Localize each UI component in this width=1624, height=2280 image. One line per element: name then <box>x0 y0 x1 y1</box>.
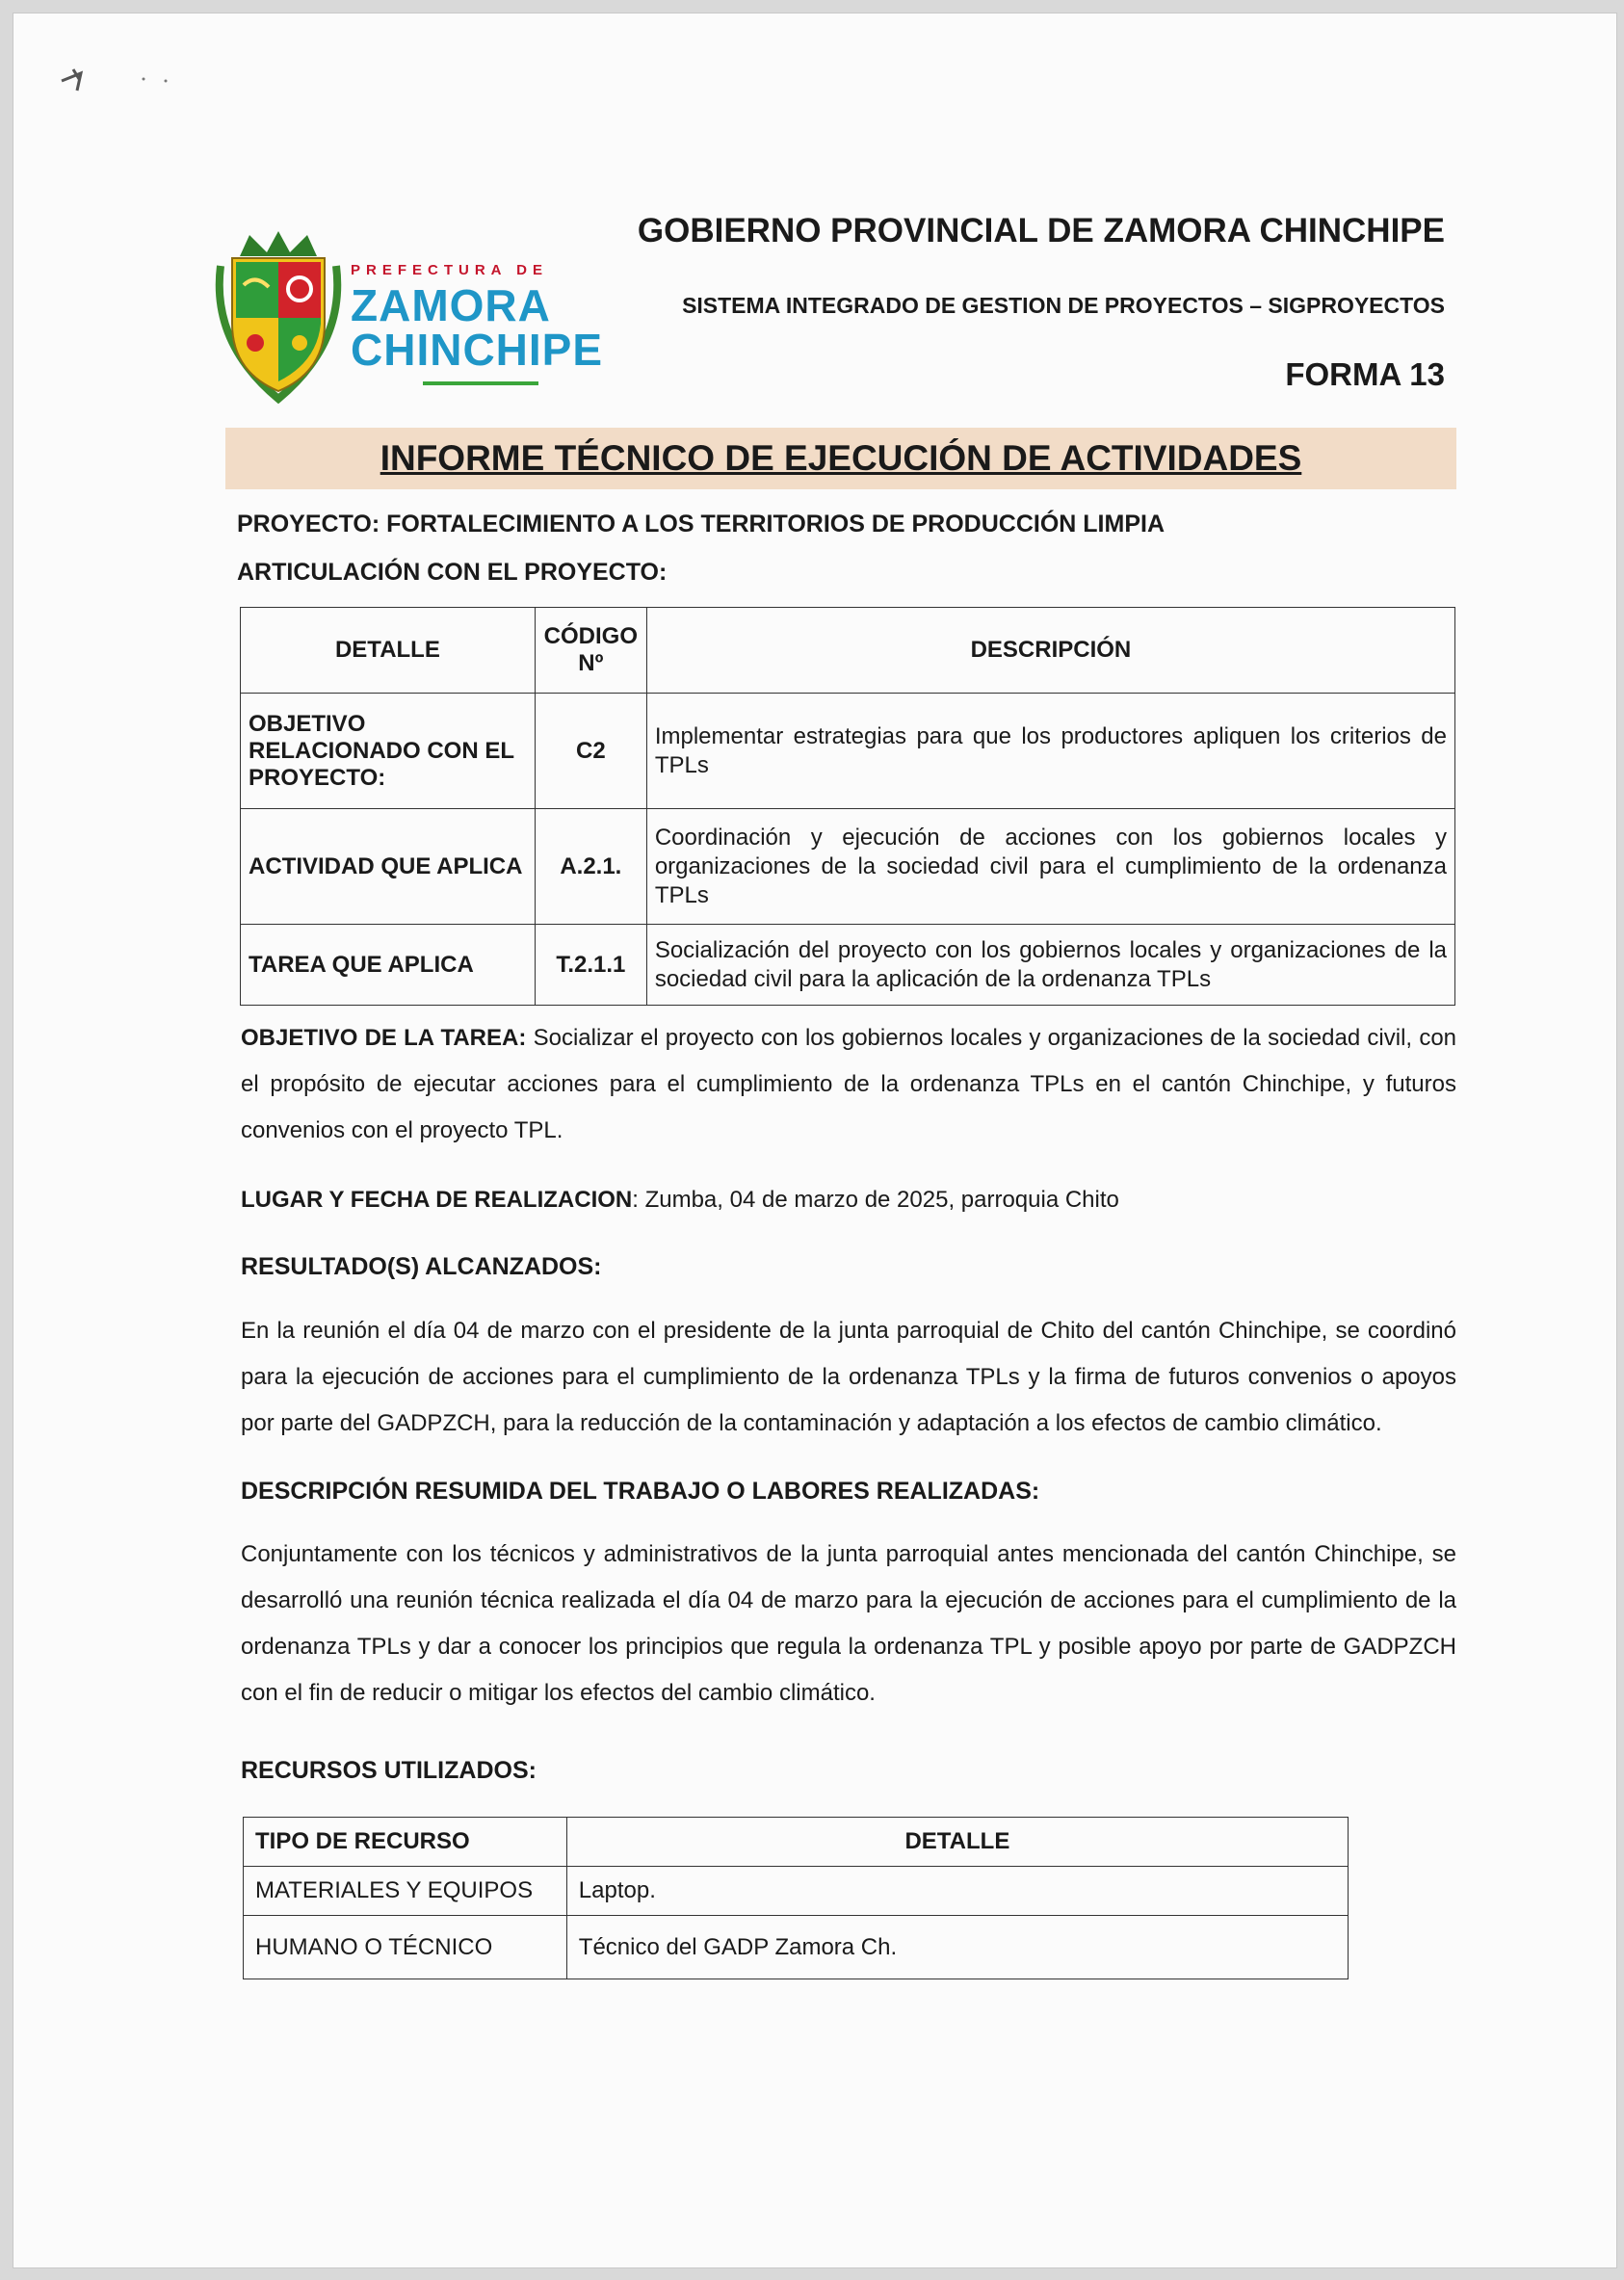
row-code: A.2.1. <box>535 809 646 925</box>
table-row <box>241 809 1455 925</box>
place-date <box>241 1177 1456 1223</box>
results-text: En la reunión el día 04 de marzo con el presidente de la junta parroquial de Chito del cantón Chinchipe, se coordinó para la ejecución de acciones para el cumplimiento de la ordenanza TPLs y la firma de futuros convenios o apoyos por parte del GADPZCH, para la reducción de la contaminación y adaptación a los efectos de cambio climático. <box>241 1318 1456 1436</box>
row-detail: OBJETIVO RELACIONADO CON EL PROYECTO: <box>241 694 536 809</box>
place-date-text: : Zumba, 04 de marzo de 2025, parroquia Chito <box>632 1187 1119 1213</box>
work-summary-text: Conjuntamente con los técnicos y administrativos de la junta parroquial antes mencionada del cantón Chinchipe, se desarrolló una reunión técnica realizada el día 04 de marzo para la ejecución de acciones para el cumplimiento de la ordenanza TPLs y dar a conocer los principios que regula la ordenanza TPL y posible apoyo por parte de GADPZCH con el fin de reducir o mitigar los efectos del cambio climático. <box>241 1541 1456 1706</box>
results-title: RESULTADO(S) ALCANZADOS: <box>241 1253 602 1280</box>
report-title: INFORME TÉCNICO DE EJECUCIÓN DE ACTIVIDADES <box>380 438 1302 478</box>
articulation-table <box>240 607 1455 1006</box>
project-line: PROYECTO: FORTALECIMIENTO A LOS TERRITORIOS DE PRODUCCIÓN LIMPIA <box>237 511 1166 537</box>
header-detalle: DETALLE <box>566 1818 1348 1867</box>
row-detail: TAREA QUE APLICA <box>241 925 536 1006</box>
row-code: C2 <box>535 694 646 809</box>
articulation-title: ARTICULACIÓN CON EL PROYECTO: <box>237 559 668 586</box>
place-date-label: LUGAR Y FECHA DE REALIZACION <box>241 1187 633 1213</box>
header-tipo-recurso: TIPO DE RECURSO <box>244 1818 567 1867</box>
table-row <box>241 925 1455 1006</box>
table-row <box>244 1867 1349 1916</box>
table-row <box>244 1916 1349 1979</box>
work-summary-title: DESCRIPCIÓN RESUMIDA DEL TRABAJO O LABORES REALIZADAS: <box>241 1478 1040 1505</box>
row-code: T.2.1.1 <box>535 925 646 1006</box>
coat-of-arms-icon <box>211 227 346 410</box>
logo-underline <box>423 381 538 385</box>
resource-detail: Laptop. <box>566 1867 1348 1916</box>
resources-table <box>243 1817 1349 1979</box>
resource-type: MATERIALES Y EQUIPOS <box>244 1867 567 1916</box>
resources-title: RECURSOS UTILIZADOS: <box>241 1757 537 1784</box>
scan-artifact-mark <box>52 60 196 98</box>
logo-prefix-text: PREFECTURA DE <box>351 262 548 278</box>
row-description: Implementar estrategias para que los productores apliquen los criterios de TPLs <box>646 694 1454 809</box>
table-row <box>241 694 1455 809</box>
prefectura-logo <box>211 227 606 410</box>
task-objective-text: Socializar el proyecto con los gobiernos locales y organizaciones de la sociedad civil, con el propósito de ejecutar acciones para el cumplimiento de la ordenanza TPLs en el cantón Chinchipe, y futuros convenios con el proyecto TPL. <box>241 1025 1457 1143</box>
document-page <box>13 13 1616 2267</box>
report-title-banner <box>225 428 1456 489</box>
system-title: SISTEMA INTEGRADO DE GESTION DE PROYECTOS – SIGPROYECTOS <box>682 293 1445 318</box>
header-codigo: CÓDIGO Nº <box>535 608 646 694</box>
government-title: GOBIERNO PROVINCIAL DE ZAMORA CHINCHIPE <box>637 212 1445 249</box>
form-code: FORMA 13 <box>1285 356 1445 392</box>
resource-detail: Técnico del GADP Zamora Ch. <box>566 1916 1348 1979</box>
resource-type: HUMANO O TÉCNICO <box>244 1916 567 1979</box>
row-detail: ACTIVIDAD QUE APLICA <box>241 809 536 925</box>
logo-chinchipe-text: CHINCHIPE <box>351 325 604 375</box>
row-description: Coordinación y ejecución de acciones con los gobiernos locales y organizaciones de la sociedad civil para el cumplimiento de la ordenanza TPLs <box>646 809 1454 925</box>
logo-zamora-text: ZAMORA <box>351 280 551 330</box>
table-header-row <box>244 1818 1349 1867</box>
task-objective-label: OBJETIVO DE LA TAREA: <box>241 1025 527 1051</box>
header-detalle: DETALLE <box>241 608 536 694</box>
task-objective <box>241 1015 1456 1154</box>
header-descripcion: DESCRIPCIÓN <box>646 608 1454 694</box>
table-header-row <box>241 608 1455 694</box>
row-description: Socialización del proyecto con los gobiernos locales y organizaciones de la sociedad civil para la aplicación de la ordenanza TPLs <box>646 925 1454 1006</box>
